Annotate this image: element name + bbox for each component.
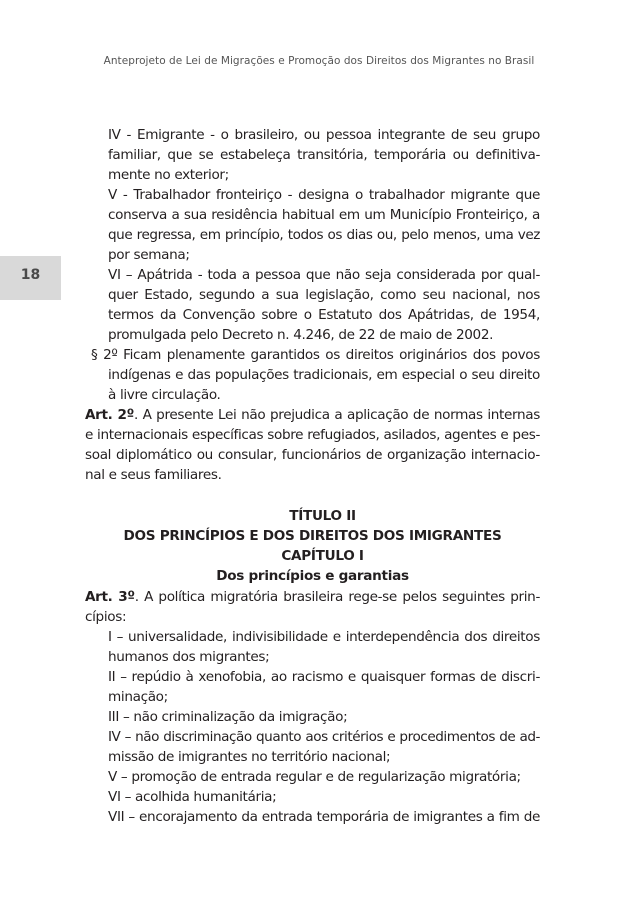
article-label: Art. 3º <box>85 589 135 605</box>
running-header: Anteprojeto de Lei de Migrações e Promoção dos Direitos dos Migrantes no Brasil <box>103 55 535 67</box>
text-line: nal e seus familiares. <box>85 467 222 483</box>
list-item: missão de imigrantes no território nacional; <box>108 749 391 765</box>
list-item: III – não criminalização da imigração; <box>108 709 348 725</box>
titulo-heading: TÍTULO II <box>289 508 356 524</box>
article-label: Art. 2º <box>85 407 134 423</box>
text-line: familiar, que se estabeleça transitória, temporária ou definitiva- <box>108 147 540 163</box>
text-line: à livre circulação. <box>108 387 221 403</box>
text-line: IV - Emigrante - o brasileiro, ou pessoa integrante de seu grupo <box>108 127 540 143</box>
text-line: termos da Convenção sobre o Estatuto dos Apátridas, de 1954, <box>108 307 540 323</box>
text-line: indígenas e das populações tradicionais, em especial o seu direito <box>108 367 540 383</box>
page-number: 18 <box>20 267 41 283</box>
list-item: VI – acolhida humanitária; <box>108 789 277 805</box>
text-line: promulgada pelo Decreto n. 4.246, de 22 de maio de 2002. <box>108 327 494 343</box>
text-span: . A presente Lei não prejudica a aplicação de normas internas <box>133 407 540 423</box>
capitulo-heading: CAPÍTULO I <box>281 548 364 564</box>
list-item: I – universalidade, indivisibilidade e interdependência dos direitos <box>108 629 540 645</box>
text-span: . A política migratória brasileira rege-se pelos seguintes prin- <box>134 589 540 605</box>
capitulo-name-heading: Dos princípios e garantias <box>216 568 409 584</box>
list-item: II – repúdio à xenofobia, ao racismo e quaisquer formas de discri- <box>108 669 540 685</box>
list-item: IV – não discriminação quanto aos critérios e procedimentos de ad- <box>108 729 540 745</box>
text-line: VI – Apátrida - toda a pessoa que não seja considerada por qual- <box>108 267 540 283</box>
text-line: V - Trabalhador fronteiriço - designa o trabalhador migrante que <box>108 187 540 203</box>
text-line: mente no exterior; <box>108 167 229 183</box>
list-item: V – promoção de entrada regular e de regularização migratória; <box>108 769 521 785</box>
text-line: cípios: <box>85 609 127 625</box>
text-line: conserva a sua residência habitual em um Município Fronteiriço, a <box>108 207 540 223</box>
list-item: humanos dos migrantes; <box>108 649 270 665</box>
titulo-name-heading: DOS PRINCÍPIOS E DOS DIREITOS DOS IMIGRANTES <box>123 528 502 544</box>
list-item: minação; <box>108 689 168 705</box>
list-item: VII – encorajamento da entrada temporária de imigrantes a fim de <box>108 809 540 825</box>
article-2-first-line <box>85 405 540 425</box>
text-line: § 2º Ficam plenamente garantidos os direitos originários dos povos <box>91 347 540 363</box>
text-line: que regressa, em princípio, todos os dias ou, pelo menos, uma vez <box>108 227 540 243</box>
text-line: soal diplomático ou consular, funcionários de organização internacio- <box>85 447 540 463</box>
text-line: e internacionais específicas sobre refugiados, asilados, agentes e pes- <box>85 427 540 443</box>
text-line: quer Estado, segundo a sua legislação, como seu nacional, nos <box>108 287 540 303</box>
text-line: por semana; <box>108 247 190 263</box>
article-3-first-line <box>85 587 540 607</box>
